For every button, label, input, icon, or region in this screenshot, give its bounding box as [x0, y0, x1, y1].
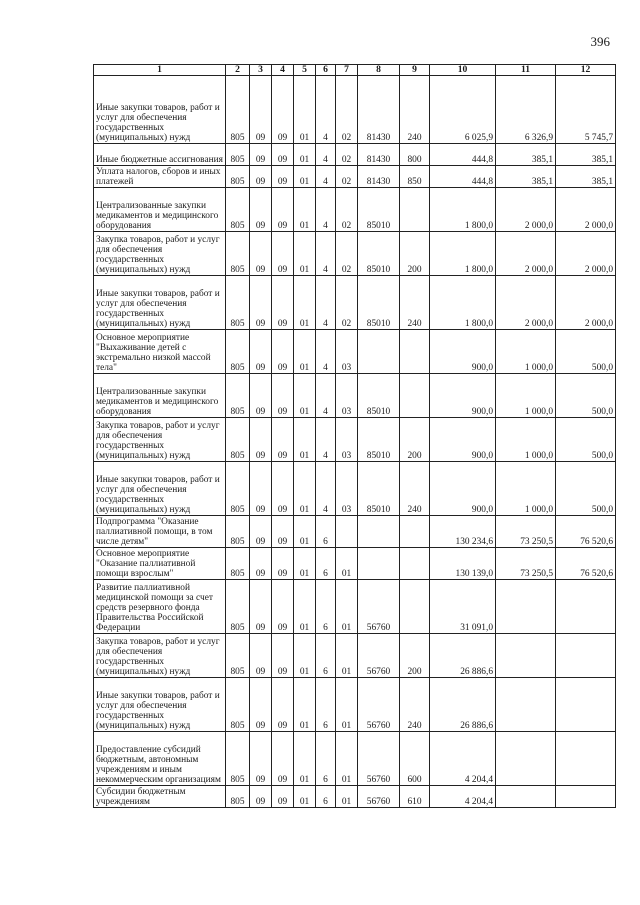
- table-cell: 85010: [358, 374, 400, 418]
- table-row: [94, 232, 616, 276]
- table-cell: 805: [226, 330, 250, 374]
- column-header: 5: [294, 65, 316, 76]
- table-cell: 500,0: [556, 418, 616, 462]
- row-label-cell: Закупка товаров, работ и услуг для обеспечения государственных (муниципальных) нужд: [94, 418, 226, 462]
- table-cell: 09: [250, 166, 272, 188]
- table-cell: [556, 732, 616, 786]
- table-cell: 805: [226, 166, 250, 188]
- column-header: 3: [250, 65, 272, 76]
- table-cell: 09: [250, 732, 272, 786]
- table-cell: 6: [316, 678, 336, 732]
- table-cell: 1 000,0: [496, 418, 556, 462]
- table-cell: 500,0: [556, 462, 616, 516]
- table-cell: 02: [336, 144, 358, 166]
- table-cell: 01: [294, 548, 316, 580]
- table-cell: [400, 548, 430, 580]
- table-cell: 09: [272, 374, 294, 418]
- table-cell: 805: [226, 786, 250, 808]
- table-cell: 610: [400, 786, 430, 808]
- table-cell: 02: [336, 188, 358, 232]
- table-cell: 130 139,0: [430, 548, 496, 580]
- table-cell: 200: [400, 634, 430, 678]
- table-cell: 31 091,0: [430, 580, 496, 634]
- table-cell: 01: [294, 232, 316, 276]
- table-cell: 2 000,0: [496, 232, 556, 276]
- column-header: 4: [272, 65, 294, 76]
- table-cell: [358, 516, 400, 548]
- table-cell: 56760: [358, 634, 400, 678]
- table-cell: 09: [272, 330, 294, 374]
- table-row: [94, 634, 616, 678]
- table-cell: 01: [294, 732, 316, 786]
- table-cell: 03: [336, 462, 358, 516]
- table-row: [94, 516, 616, 548]
- table-cell: 26 886,6: [430, 678, 496, 732]
- table-cell: 805: [226, 188, 250, 232]
- table-cell: 01: [294, 462, 316, 516]
- table-cell: 805: [226, 76, 250, 144]
- table-cell: 09: [250, 634, 272, 678]
- table-cell: [358, 330, 400, 374]
- table-cell: 09: [272, 144, 294, 166]
- table-cell: 2 000,0: [496, 188, 556, 232]
- table-row: [94, 374, 616, 418]
- table-cell: 900,0: [430, 374, 496, 418]
- table-cell: 85010: [358, 462, 400, 516]
- table-cell: 01: [294, 76, 316, 144]
- table-cell: 02: [336, 276, 358, 330]
- table-cell: 01: [336, 548, 358, 580]
- table-cell: 09: [272, 580, 294, 634]
- table-cell: [496, 580, 556, 634]
- table-cell: 4: [316, 462, 336, 516]
- table-cell: 73 250,5: [496, 516, 556, 548]
- table-cell: 09: [272, 76, 294, 144]
- table-cell: 85010: [358, 188, 400, 232]
- table-cell: 385,1: [556, 166, 616, 188]
- table-cell: 900,0: [430, 418, 496, 462]
- row-label-cell: Иные закупки товаров, работ и услуг для обеспечения государственных (муниципальных) нужд: [94, 276, 226, 330]
- table-cell: 01: [294, 516, 316, 548]
- table-cell: 02: [336, 166, 358, 188]
- table-row: [94, 188, 616, 232]
- row-label-cell: Иные закупки товаров, работ и услуг для обеспечения государственных (муниципальных) нужд: [94, 462, 226, 516]
- table-cell: 6: [316, 732, 336, 786]
- table-cell: 850: [400, 166, 430, 188]
- table-cell: 81430: [358, 166, 400, 188]
- column-header: 8: [358, 65, 400, 76]
- table-cell: 03: [336, 374, 358, 418]
- table-cell: 09: [250, 188, 272, 232]
- table-cell: 240: [400, 678, 430, 732]
- table-cell: [358, 548, 400, 580]
- table-cell: 240: [400, 462, 430, 516]
- column-header: 2: [226, 65, 250, 76]
- table-cell: 02: [336, 232, 358, 276]
- table-cell: 6: [316, 786, 336, 808]
- table-cell: 2 000,0: [556, 232, 616, 276]
- table-row: [94, 76, 616, 144]
- table-cell: 900,0: [430, 330, 496, 374]
- table-cell: 2 000,0: [556, 188, 616, 232]
- table-cell: 01: [294, 330, 316, 374]
- table-header-row: [94, 65, 616, 76]
- column-header: 10: [430, 65, 496, 76]
- row-label-cell: Основное мероприятие "Выхаживание детей с экстремально низкой массой тела": [94, 330, 226, 374]
- table-cell: 1 800,0: [430, 232, 496, 276]
- table-cell: 09: [250, 580, 272, 634]
- table-cell: 09: [272, 516, 294, 548]
- table-cell: 444,8: [430, 144, 496, 166]
- table-row: [94, 462, 616, 516]
- table-cell: 5 745,7: [556, 76, 616, 144]
- table-cell: 81430: [358, 144, 400, 166]
- table-cell: [556, 786, 616, 808]
- table-cell: 09: [250, 232, 272, 276]
- table-cell: 01: [294, 678, 316, 732]
- table-cell: 805: [226, 732, 250, 786]
- table-cell: 800: [400, 144, 430, 166]
- table-cell: [496, 732, 556, 786]
- table-cell: 805: [226, 418, 250, 462]
- table-cell: 85010: [358, 276, 400, 330]
- table-cell: 6: [316, 580, 336, 634]
- row-label-cell: Иные бюджетные ассигнования: [94, 144, 226, 166]
- table-row: [94, 580, 616, 634]
- table-cell: 01: [336, 678, 358, 732]
- table-cell: 4: [316, 374, 336, 418]
- table-cell: 805: [226, 548, 250, 580]
- table-cell: 4 204,4: [430, 786, 496, 808]
- row-label-cell: Уплата налогов, сборов и иных платежей: [94, 166, 226, 188]
- row-label-cell: Иные закупки товаров, работ и услуг для обеспечения государственных (муниципальных) нужд: [94, 678, 226, 732]
- table-cell: 01: [294, 786, 316, 808]
- table-cell: 4: [316, 144, 336, 166]
- table-cell: 01: [294, 418, 316, 462]
- table-cell: 4: [316, 188, 336, 232]
- table-cell: 130 234,6: [430, 516, 496, 548]
- table-cell: 56760: [358, 580, 400, 634]
- table-cell: 1 000,0: [496, 330, 556, 374]
- column-header: 6: [316, 65, 336, 76]
- table-cell: 4: [316, 76, 336, 144]
- row-label-cell: Развитие паллиативной медицинской помощи за счет средств резервного фонда Правительства Российской Федерации: [94, 580, 226, 634]
- table-cell: 900,0: [430, 462, 496, 516]
- table-cell: [400, 516, 430, 548]
- table-cell: [400, 374, 430, 418]
- row-label-cell: Основное мероприятие "Оказание паллиативной помощи взрослым": [94, 548, 226, 580]
- table-cell: 01: [294, 188, 316, 232]
- table-cell: 76 520,6: [556, 516, 616, 548]
- table-cell: 56760: [358, 678, 400, 732]
- table-cell: 6: [316, 548, 336, 580]
- table-cell: 02: [336, 76, 358, 144]
- table-cell: 4: [316, 166, 336, 188]
- table-cell: 2 000,0: [496, 276, 556, 330]
- table-cell: 6 025,9: [430, 76, 496, 144]
- budget-table: [93, 64, 616, 808]
- table-row: [94, 330, 616, 374]
- table-row: [94, 166, 616, 188]
- table-cell: 09: [272, 548, 294, 580]
- row-label-cell: Централизованные закупки медикаментов и медицинского оборудования: [94, 188, 226, 232]
- table-cell: 09: [250, 330, 272, 374]
- table-cell: 03: [336, 418, 358, 462]
- table-cell: 4: [316, 232, 336, 276]
- row-label-cell: Субсидии бюджетным учреждениям: [94, 786, 226, 808]
- table-cell: 09: [250, 462, 272, 516]
- row-label-cell: Закупка товаров, работ и услуг для обеспечения государственных (муниципальных) нужд: [94, 232, 226, 276]
- table-cell: 01: [294, 144, 316, 166]
- table-row: [94, 418, 616, 462]
- table-cell: 1 800,0: [430, 188, 496, 232]
- table-cell: [496, 786, 556, 808]
- table-cell: 1 000,0: [496, 374, 556, 418]
- table-cell: 09: [272, 634, 294, 678]
- table-cell: 81430: [358, 76, 400, 144]
- table-cell: 09: [272, 732, 294, 786]
- table-cell: 805: [226, 634, 250, 678]
- table-cell: [556, 580, 616, 634]
- row-label-cell: Централизованные закупки медикаментов и медицинского оборудования: [94, 374, 226, 418]
- table-cell: 01: [294, 634, 316, 678]
- table-cell: 76 520,6: [556, 548, 616, 580]
- table-cell: 2 000,0: [556, 276, 616, 330]
- table-cell: 09: [250, 786, 272, 808]
- table-cell: 09: [250, 276, 272, 330]
- table-cell: 500,0: [556, 374, 616, 418]
- table-cell: 4: [316, 418, 336, 462]
- table-cell: 85010: [358, 232, 400, 276]
- table-cell: 805: [226, 374, 250, 418]
- table-row: [94, 678, 616, 732]
- table-cell: 01: [294, 276, 316, 330]
- table-cell: 6: [316, 634, 336, 678]
- table-cell: 85010: [358, 418, 400, 462]
- table-cell: 240: [400, 276, 430, 330]
- table-cell: 805: [226, 580, 250, 634]
- table-cell: 805: [226, 232, 250, 276]
- table-cell: 6 326,9: [496, 76, 556, 144]
- row-label-cell: Предоставление субсидий бюджетным, автономным учреждениям и иным некоммерческим организациям: [94, 732, 226, 786]
- table-cell: 500,0: [556, 330, 616, 374]
- table-cell: [496, 678, 556, 732]
- table-cell: 385,1: [496, 144, 556, 166]
- table-cell: 09: [272, 166, 294, 188]
- table-cell: 56760: [358, 786, 400, 808]
- column-header: 12: [556, 65, 616, 76]
- table-cell: 01: [336, 786, 358, 808]
- table-cell: 26 886,6: [430, 634, 496, 678]
- table-cell: 09: [250, 76, 272, 144]
- table-row: [94, 732, 616, 786]
- table-cell: 09: [250, 678, 272, 732]
- table-cell: 09: [250, 516, 272, 548]
- table-cell: 805: [226, 144, 250, 166]
- table-row: [94, 144, 616, 166]
- table-cell: 805: [226, 516, 250, 548]
- table-cell: 09: [250, 144, 272, 166]
- table-cell: [336, 516, 358, 548]
- table-cell: 09: [250, 374, 272, 418]
- table-row: [94, 786, 616, 808]
- table-cell: [400, 580, 430, 634]
- column-header: 9: [400, 65, 430, 76]
- table-cell: 805: [226, 276, 250, 330]
- table-cell: [400, 188, 430, 232]
- column-header: 11: [496, 65, 556, 76]
- table-cell: 09: [272, 418, 294, 462]
- table-cell: 09: [250, 548, 272, 580]
- table-cell: [496, 634, 556, 678]
- table-body: [94, 76, 616, 808]
- table-cell: 1 000,0: [496, 462, 556, 516]
- table-cell: 73 250,5: [496, 548, 556, 580]
- table-cell: 56760: [358, 732, 400, 786]
- table-row: [94, 276, 616, 330]
- table-cell: 805: [226, 462, 250, 516]
- table-cell: 4: [316, 330, 336, 374]
- table-cell: 4: [316, 276, 336, 330]
- table-cell: 805: [226, 678, 250, 732]
- table-cell: [556, 634, 616, 678]
- table-cell: 09: [272, 678, 294, 732]
- table-cell: 09: [272, 232, 294, 276]
- table-cell: 09: [272, 188, 294, 232]
- table-cell: 200: [400, 232, 430, 276]
- table-cell: 09: [272, 462, 294, 516]
- table-cell: 01: [336, 580, 358, 634]
- table-cell: 600: [400, 732, 430, 786]
- table-cell: 01: [294, 166, 316, 188]
- table-cell: 01: [294, 374, 316, 418]
- row-label-cell: Иные закупки товаров, работ и услуг для обеспечения государственных (муниципальных) нужд: [94, 76, 226, 144]
- table-row: [94, 548, 616, 580]
- table-cell: 444,8: [430, 166, 496, 188]
- table-cell: 01: [294, 580, 316, 634]
- column-header: 7: [336, 65, 358, 76]
- row-label-cell: Подпрограмма "Оказание паллиативной помощи, в том числе детям": [94, 516, 226, 548]
- table-cell: 4 204,4: [430, 732, 496, 786]
- row-label-cell: Закупка товаров, работ и услуг для обеспечения государственных (муниципальных) нужд: [94, 634, 226, 678]
- page-number: 396: [590, 34, 610, 49]
- table-cell: 01: [336, 732, 358, 786]
- table-cell: 6: [316, 516, 336, 548]
- table-cell: [556, 678, 616, 732]
- table-cell: 385,1: [556, 144, 616, 166]
- table-cell: 01: [336, 634, 358, 678]
- table-cell: 09: [250, 418, 272, 462]
- table-cell: 09: [272, 786, 294, 808]
- table-cell: 200: [400, 418, 430, 462]
- table-cell: 1 800,0: [430, 276, 496, 330]
- column-header: 1: [94, 65, 226, 76]
- table-cell: 385,1: [496, 166, 556, 188]
- table-cell: 240: [400, 76, 430, 144]
- table-cell: 09: [272, 276, 294, 330]
- table-cell: [400, 330, 430, 374]
- table-cell: 03: [336, 330, 358, 374]
